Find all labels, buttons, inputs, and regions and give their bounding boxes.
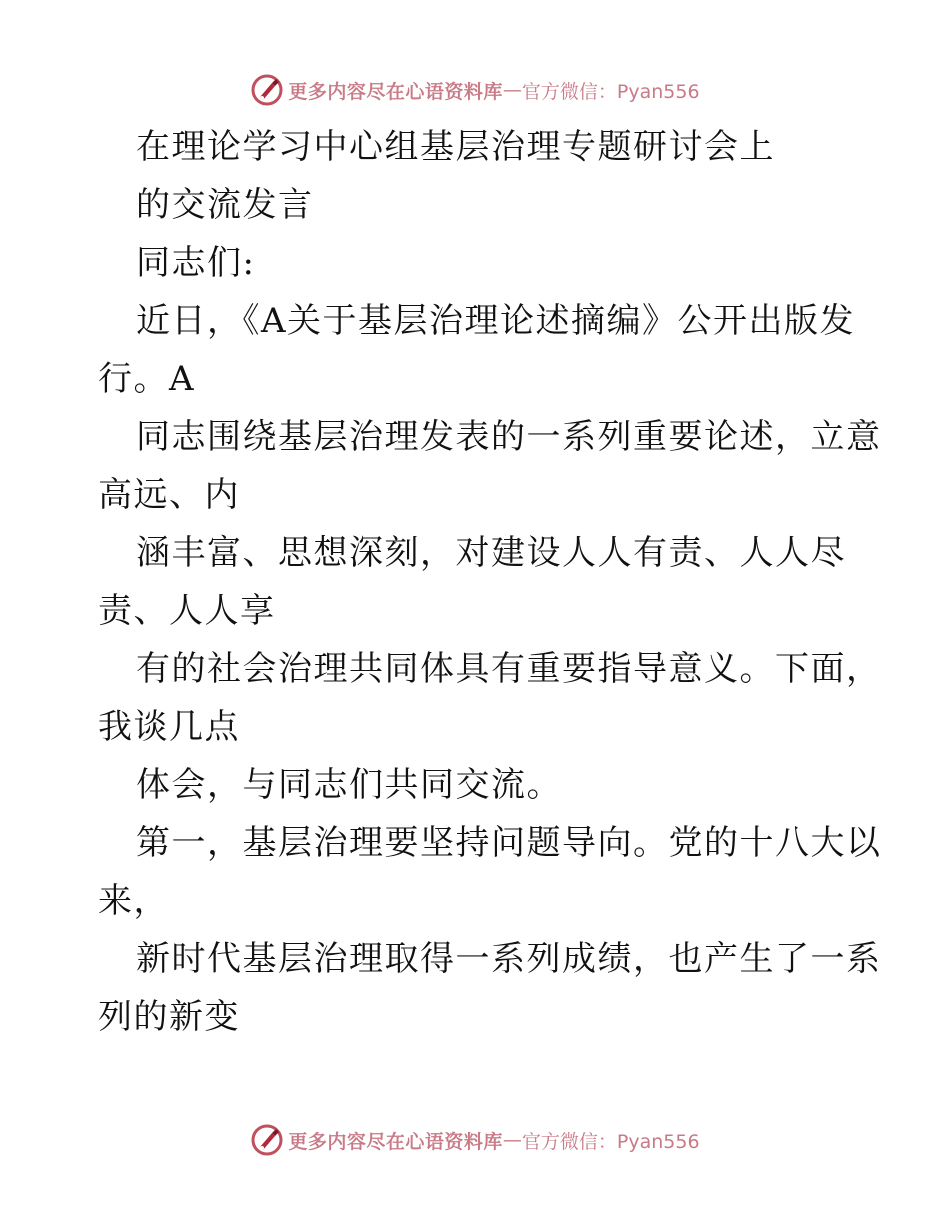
- paragraph-line: 同志围绕基层治理发表的一系列重要论述，立意: [136, 417, 882, 457]
- title-line-2: 的交流发言: [136, 185, 314, 225]
- paragraph-line: 新时代基层治理取得一系列成绩，也产生了一系: [136, 939, 882, 979]
- paragraph-line: 有的社会治理共同体具有重要指导意义。下面，: [136, 649, 882, 689]
- footer-banner: [0, 1120, 950, 1160]
- paragraph-line: 第一，基层治理要坚持问题导向。党的十八大以: [136, 823, 882, 863]
- banner-separator: —: [502, 1129, 522, 1151]
- pen-nib-logo-icon: [250, 73, 284, 107]
- paragraph-line: 责、人人享: [98, 591, 276, 631]
- banner-separator: —: [502, 79, 522, 101]
- banner-text: 更多内容尽在心语资料库: [288, 80, 503, 103]
- paragraph-line: 高远、内: [98, 475, 240, 515]
- banner-text: 更多内容尽在心语资料库: [288, 1130, 503, 1153]
- paragraph-line: 行。A: [98, 359, 196, 399]
- banner-contact: 官方微信：Pyan556: [521, 80, 700, 103]
- paragraph-line: 来，: [98, 881, 169, 921]
- pen-nib-logo-icon: [250, 1123, 284, 1157]
- header-banner: [0, 70, 950, 110]
- banner-contact: 官方微信：Pyan556: [521, 1130, 700, 1153]
- paragraph-line: 涵丰富、思想深刻，对建设人人有责、人人尽: [136, 533, 846, 573]
- salutation: 同志们:: [136, 243, 256, 283]
- paragraph-line: 列的新变: [98, 997, 240, 1037]
- paragraph-line: 我谈几点: [98, 707, 240, 747]
- document-body: [98, 118, 882, 1046]
- title-line-1: 在理论学习中心组基层治理专题研讨会上: [136, 127, 775, 167]
- paragraph-line: 近日，《A关于基层治理论述摘编》公开出版发: [136, 301, 856, 341]
- paragraph-line: 体会，与同志们共同交流。: [136, 765, 562, 805]
